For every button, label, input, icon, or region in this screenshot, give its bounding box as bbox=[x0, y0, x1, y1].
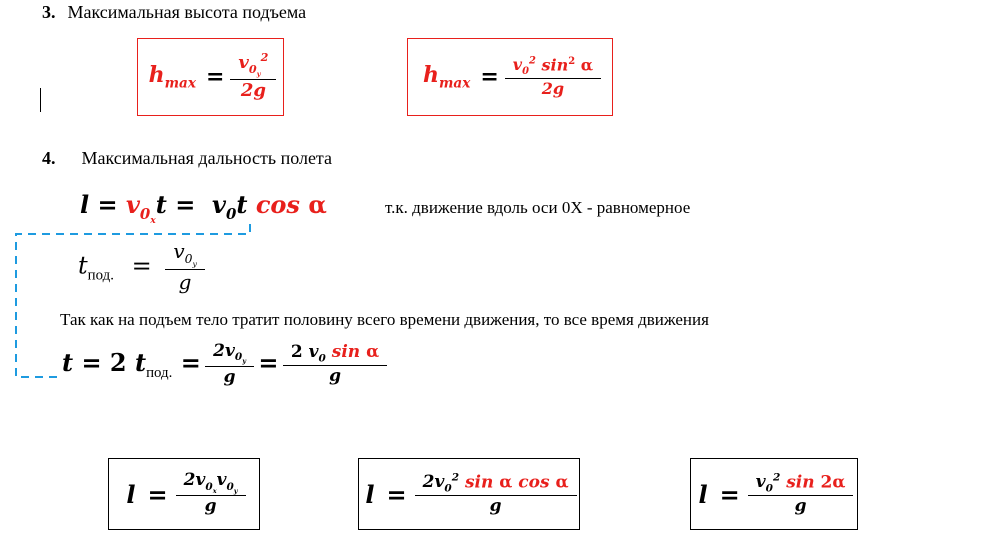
formula-range-box-3: l = $\frac{v_0^2 \sin 2\alpha}{g}$ bbox=[690, 458, 858, 530]
section-4-number: 4. bbox=[42, 148, 56, 168]
note-half-time: Так как на подъем тело тратит половину всего времени движения, то все время движения bbox=[60, 310, 709, 329]
equals-sign: = bbox=[97, 190, 118, 219]
formula-range-l: $l = v_{0_x}t = v_0t$ cos α bbox=[80, 190, 327, 226]
formula-hmax-lhs-2: $h_{max}$ bbox=[422, 62, 471, 92]
equals-sign: = bbox=[205, 64, 225, 90]
v0x-term: $v_{0_x}$ bbox=[125, 190, 156, 226]
cos-alpha-term: cos α bbox=[255, 190, 327, 219]
section-3-heading bbox=[42, 2, 306, 23]
numerator-v0sq-sin2a: $v_0^2$ $\sin^2 \alpha$ bbox=[512, 55, 593, 78]
formula-hmax-box-1 bbox=[137, 38, 284, 116]
total-time-fraction-2: $\frac{2 v_0 \sin \alpha}{g}$ bbox=[287, 343, 383, 386]
formula-t-pod: $t_{под.}$ = $\frac{v_{0_y}}{g}$ bbox=[78, 240, 201, 294]
section-3-title: Максимальная высота подъема bbox=[67, 2, 307, 22]
t-pod-fraction: $\frac{v_{0_y}}{g}$ bbox=[169, 240, 201, 294]
formula-hmax-box-2 bbox=[407, 38, 613, 116]
total-time-fraction-1: $\frac{2v_{0_y}}{g}$ bbox=[209, 342, 250, 387]
formula-range-box-1: l = $\frac{2v_{0_x}v_{0_y}}{g}$ bbox=[108, 458, 260, 530]
formula-hmax-fraction-2 bbox=[509, 56, 597, 98]
formula-total-time: t = 2 $t_{под.}$ = $\frac{2v_{0_y}}{g}$ = $\frac{2 v_0 \sin \alpha}{g}$ bbox=[62, 342, 383, 387]
equals-sign: = bbox=[175, 190, 196, 219]
denominator-2g: 2g bbox=[230, 79, 276, 102]
formula-range-box-2: l = $\frac{2v_0^2 \sin \alpha \cos \alpha}{g}$ bbox=[358, 458, 580, 530]
section-4-heading bbox=[42, 148, 332, 169]
section-4-title: Максимальная дальность полета bbox=[81, 148, 333, 168]
denominator-2g: 2g bbox=[505, 78, 601, 98]
v0-term: $v_0t$ bbox=[212, 190, 248, 223]
section-3-number: 3. bbox=[42, 2, 56, 22]
note-uniform-motion: т.к. движение вдоль оси 0X - равномерное bbox=[385, 198, 691, 217]
formula-hmax-fraction-1 bbox=[234, 52, 272, 101]
numerator-v0y-squared: $v_{0_y}^2$ bbox=[238, 51, 269, 79]
text-cursor bbox=[40, 88, 41, 112]
equals-sign: = bbox=[480, 64, 499, 90]
formula-hmax-lhs: $h_{max}$ bbox=[148, 62, 196, 92]
